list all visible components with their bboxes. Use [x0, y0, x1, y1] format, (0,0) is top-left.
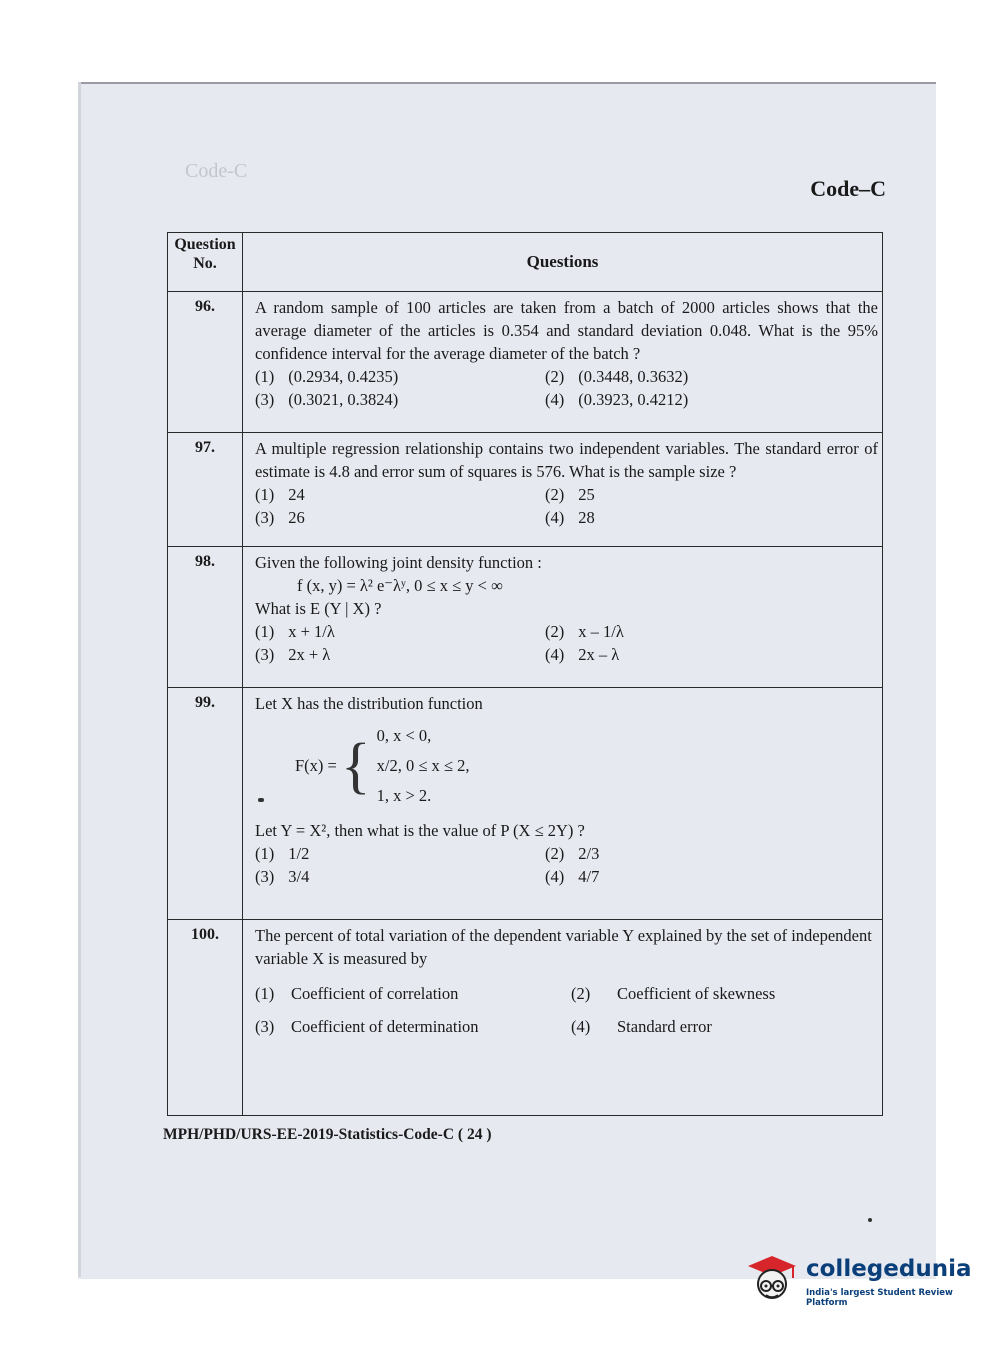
option-1: (1) x + 1/λ — [255, 622, 335, 642]
question-body — [243, 920, 883, 1116]
logo-wordmark: collegedunia — [806, 1256, 972, 1282]
question-text: A multiple regression relationship contains two independent variables. The standard error of estimate is 4.8 and error sum of squares is 576. What is the sample size ? — [255, 438, 878, 481]
questions-table — [167, 232, 883, 1116]
question-text: Let X has the distribution function — [255, 693, 483, 713]
option-4-number: (4) — [571, 1017, 591, 1036]
question-text: The percent of total variation of the dependent variable Y explained by the set of independent variable X is measured by — [255, 926, 872, 968]
option-1: (1) 24 — [255, 484, 305, 504]
collegedunia-logo[interactable] — [746, 1250, 976, 1310]
piecewise-function — [295, 721, 878, 811]
question-prompt: Let Y = X², then what is the value of P (X ≤ 2Y) ? — [255, 820, 585, 840]
question-number: 99. — [168, 687, 243, 919]
options-list — [255, 982, 878, 1038]
option-3-text: Coefficient of determination — [291, 1017, 479, 1036]
option-2: (2) x – 1/λ — [545, 622, 624, 642]
question-body — [243, 547, 883, 688]
option-4-text: Standard error — [617, 1017, 712, 1036]
option-3-number: (3) — [255, 1017, 275, 1036]
question-text: A random sample of 100 articles are taken from a batch of 2000 articles shows that the average diameter of the articles is 0.354 and standard deviation 0.048. What is the 95% confidence interval for the average diameter of the batch ? — [255, 298, 878, 363]
option-4: (4) 4/7 — [545, 866, 600, 886]
case-1: 0, x < 0, — [376, 725, 432, 745]
case-2: x/2, 0 ≤ x ≤ 2, — [376, 755, 470, 775]
option-2: (2) 25 — [545, 484, 595, 504]
option-4: (4) (0.3923, 0.4212) — [545, 390, 689, 409]
options-list — [255, 842, 878, 888]
question-row-96 — [168, 292, 883, 433]
option-2: (2) (0.3448, 0.3632) — [545, 367, 689, 386]
density-formula: f (x, y) = λ² e⁻λʸ, 0 ≤ x ≤ y < ∞ — [297, 576, 503, 596]
scan-speck — [868, 1218, 872, 1222]
question-row-100 — [168, 920, 883, 1116]
page-edge-shadow — [78, 82, 81, 1277]
options-list — [255, 620, 878, 666]
table-header-row — [168, 233, 883, 292]
option-4: (4) 28 — [545, 507, 595, 527]
question-number: 100. — [168, 920, 243, 1116]
question-body — [243, 687, 883, 919]
option-1: (1) (0.2934, 0.4235) — [255, 367, 399, 386]
function-label: F(x) = — [295, 756, 337, 776]
option-3: (3) 3/4 — [255, 866, 310, 886]
option-3: (3) 26 — [255, 507, 305, 527]
left-brace-icon: { — [340, 731, 371, 800]
question-row-98 — [168, 547, 883, 688]
options-list — [255, 483, 878, 529]
question-row-97 — [168, 432, 883, 546]
logo-tagline: India's largest Student Review Platform — [806, 1288, 953, 1308]
option-2-text: Coefficient of skewness — [617, 984, 776, 1003]
option-1: (1) 1/2 — [255, 843, 310, 863]
page-footer: MPH/PHD/URS-EE-2019-Statistics-Code-C ( 24 ) — [163, 1126, 492, 1143]
question-number: 96. — [168, 292, 243, 433]
paper-code: Code–C — [810, 176, 886, 201]
bleed-through-text: Code-C — [185, 160, 248, 182]
column-header-questions: Questions — [243, 233, 883, 292]
options-list — [255, 365, 878, 411]
question-number: 98. — [168, 547, 243, 688]
option-1-text: Coefficient of correlation — [291, 984, 459, 1003]
function-cases — [377, 721, 470, 811]
question-body — [243, 432, 883, 546]
option-3: (3) (0.3021, 0.3824) — [255, 390, 399, 409]
option-2-number: (2) — [571, 984, 591, 1003]
option-1-number: (1) — [255, 984, 275, 1003]
option-2: (2) 2/3 — [545, 843, 600, 863]
column-header-question-no: Question No. — [168, 233, 243, 292]
question-body — [243, 292, 883, 433]
graduate-mascot-icon — [746, 1254, 798, 1306]
question-prompt: What is E (Y | X) ? — [255, 599, 382, 619]
option-4: (4) 2x – λ — [545, 645, 620, 665]
question-text: Given the following joint density function : — [255, 553, 542, 573]
question-number: 97. — [168, 432, 243, 546]
scan-speck — [258, 798, 264, 802]
option-3: (3) 2x + λ — [255, 645, 331, 665]
question-row-99 — [168, 687, 883, 919]
case-3: 1, x > 2. — [376, 785, 432, 805]
